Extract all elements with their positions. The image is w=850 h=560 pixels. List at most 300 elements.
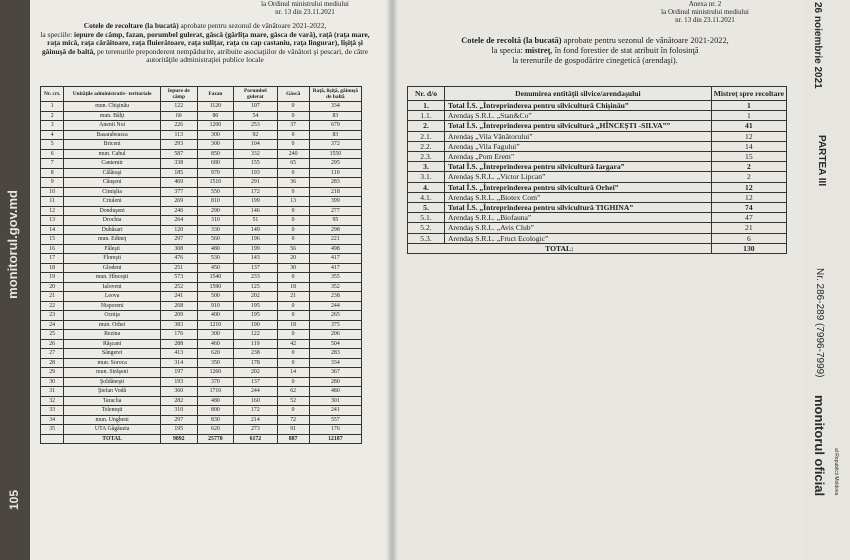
table-cell: 3 (41, 121, 64, 131)
table-cell: 35 (41, 425, 64, 435)
table-cell: 146 (234, 206, 277, 216)
table-cell: 0 (277, 206, 309, 216)
unit-name-cell: Rezina (64, 330, 161, 340)
table-cell: 83 (309, 111, 361, 121)
entity-val-cell: 2 (711, 162, 786, 172)
table-cell: 0 (277, 168, 309, 178)
table-cell: 113 (160, 130, 197, 140)
table-cell: 37 (277, 121, 309, 131)
unit-name-cell: TOTAL (64, 434, 161, 444)
table-cell: 110 (309, 168, 361, 178)
table-cell: 334 (309, 102, 361, 112)
table-cell: 587 (160, 149, 197, 159)
entity-val-cell: 74 (711, 203, 786, 213)
table-cell: 30 (41, 377, 64, 387)
table-cell: 332 (234, 149, 277, 159)
unit-name-cell: Donduşeni (64, 206, 161, 216)
table-cell: 17 (41, 254, 64, 264)
table-cell: 28 (41, 358, 64, 368)
table-cell: 277 (309, 206, 361, 216)
table-cell: 295 (309, 159, 361, 169)
table-row (41, 159, 362, 169)
unit-name-cell: mun. Hînceşti (64, 273, 161, 283)
table-row (41, 178, 362, 188)
table-cell: 233 (234, 273, 277, 283)
brand-name: monitorul oficial (812, 395, 827, 497)
entity-val-cell: 1 (711, 111, 786, 121)
table-cell: 0 (277, 216, 309, 226)
unit-name-cell: Râşcani (64, 339, 161, 349)
entity-no-cell: 5.3. (408, 233, 445, 243)
table-cell: 238 (309, 292, 361, 302)
table-cell: 7 (41, 159, 64, 169)
table-cell: 400 (197, 311, 234, 321)
table-cell: 679 (309, 121, 361, 131)
table-row (408, 213, 787, 223)
unit-name-cell: Sângerei (64, 349, 161, 359)
entity-val-cell: 2 (711, 172, 786, 182)
table-cell: 282 (160, 396, 197, 406)
table-cell: 218 (309, 187, 361, 197)
table-cell: 226 (160, 121, 197, 131)
table-cell: 334 (309, 358, 361, 368)
issue-number: Nr. 286-289 (7996-7999) (814, 268, 825, 378)
table-cell: 195 (234, 311, 277, 321)
entity-no-cell: 5.1. (408, 213, 445, 223)
table-cell: 469 (160, 178, 197, 188)
table-row (41, 197, 362, 207)
table-cell: 172 (234, 406, 277, 416)
table-cell: 350 (197, 358, 234, 368)
table-cell: 196 (234, 235, 277, 245)
table-cell: 5 (41, 140, 64, 150)
table-cell: 14 (277, 368, 309, 378)
entity-name-cell: Arendaş S.R.L. „Avis Club” (445, 223, 712, 233)
table-cell: 383 (160, 320, 197, 330)
table-cell: 800 (197, 406, 234, 416)
right-header-line2: nr. 13 din 23.11.2021 (675, 16, 735, 24)
table-cell: 910 (197, 301, 234, 311)
table-cell: 680 (197, 159, 234, 169)
table-cell: 268 (160, 301, 197, 311)
right-table-body (408, 101, 787, 254)
table-row (408, 121, 787, 131)
table-cell: 367 (309, 368, 361, 378)
table-cell: 1120 (197, 102, 234, 112)
table-cell: 202 (234, 292, 277, 302)
table-cell: 202 (234, 368, 277, 378)
table-cell: 0 (277, 225, 309, 235)
entity-name-cell: Total Î.S. „Întreprinderea pentru silvicultură Iargara” (445, 162, 712, 172)
table-row (41, 254, 362, 264)
entity-val-cell: 14 (711, 141, 786, 151)
table-row (41, 301, 362, 311)
table-cell: 199 (234, 197, 277, 207)
entity-val-cell: 21 (711, 223, 786, 233)
entity-val-cell: 6 (711, 233, 786, 243)
entity-name-cell: Total Î.S. „Întreprinderea pentru silvicultură „HÎNCEŞTI -SILVA”” (445, 121, 712, 131)
entity-name-cell: Arendaş S.R.L. „Victor Lipcan” (445, 172, 712, 182)
entity-name-cell: Arendaş „Pom Erem” (445, 152, 712, 162)
left-col-header-4: Porumbel gulerat (234, 87, 277, 102)
table-cell (41, 434, 64, 444)
table-row (408, 141, 787, 151)
table-row (41, 311, 362, 321)
table-cell: 19 (41, 273, 64, 283)
table-cell: 375 (309, 320, 361, 330)
unit-name-cell: mun. Străşeni (64, 368, 161, 378)
table-row (41, 377, 362, 387)
entity-no-cell: 2.2. (408, 141, 445, 151)
left-col-header-5: Gâscă (277, 87, 309, 102)
table-cell: 13 (277, 197, 309, 207)
table-cell: 1510 (197, 178, 234, 188)
table-cell: 887 (277, 434, 309, 444)
table-cell: 199 (234, 244, 277, 254)
table-cell: 1540 (197, 273, 234, 283)
table-cell: 573 (160, 273, 197, 283)
unit-name-cell: mun. Chişinău (64, 102, 161, 112)
table-cell: 193 (160, 377, 197, 387)
left-title-1: aprobate pentru sezonul de vânătoare 2021-2022, (178, 21, 327, 30)
entity-no-cell: 3. (408, 162, 445, 172)
table-cell: 21 (277, 292, 309, 302)
table-cell: 0 (277, 330, 309, 340)
unit-name-cell: Criuleni (64, 197, 161, 207)
table-cell: 214 (234, 415, 277, 425)
total-label-cell: TOTAL: (408, 243, 712, 253)
table-cell: 143 (234, 254, 277, 264)
table-row (41, 425, 362, 435)
entity-no-cell: 1. (408, 101, 445, 111)
table-cell: 0 (277, 349, 309, 359)
table-cell: 29 (41, 368, 64, 378)
entity-val-cell: 12 (711, 182, 786, 192)
left-title-3: pe terenurile preponderent nempădurite, atribuite asociaţiilor de vânători şi pescari, de către autorităţile administraţiei publice locale (95, 46, 369, 65)
col-header-no: Nr. d/o (408, 87, 445, 101)
table-cell: 0 (277, 358, 309, 368)
table-cell: 33 (41, 406, 64, 416)
table-cell: 1 (41, 102, 64, 112)
table-row (408, 233, 787, 243)
table-row (41, 330, 362, 340)
entity-no-cell: 2.3. (408, 152, 445, 162)
table-cell: 1710 (197, 387, 234, 397)
table-cell: 498 (309, 244, 361, 254)
table-cell: 0 (277, 311, 309, 321)
table-cell: 372 (309, 140, 361, 150)
table-row (41, 111, 362, 121)
entity-val-cell: 15 (711, 152, 786, 162)
total-value-cell: 130 (711, 243, 786, 253)
table-cell: 460 (197, 339, 234, 349)
table-row (41, 320, 362, 330)
table-row (41, 406, 362, 416)
table-cell: 330 (197, 225, 234, 235)
table-row (41, 292, 362, 302)
table-cell: 119 (234, 339, 277, 349)
table-cell: 620 (197, 349, 234, 359)
table-cell: 178 (234, 358, 277, 368)
table-cell: 195 (160, 425, 197, 435)
right-header-line0: Anexa nr. 2 (688, 0, 722, 8)
table-row (408, 131, 787, 141)
table-cell: 20 (277, 254, 309, 264)
table-cell: 12187 (309, 434, 361, 444)
table-row (41, 349, 362, 359)
unit-name-cell: Căuşeni (64, 178, 161, 188)
table-cell: 265 (309, 311, 361, 321)
table-cell: 480 (197, 244, 234, 254)
entity-no-cell: 5. (408, 203, 445, 213)
table-row (41, 415, 362, 425)
table-cell: 12 (41, 206, 64, 216)
table-cell: 80 (197, 111, 234, 121)
left-title-species: iepure de câmp, fazan, porumbel gulerat, gâscă (gârliţa mare, gâsca de vară), raţă (raţa mare, raţa mică, raţa cărâitoare, raţa fluierătoare, raţa suliţar, raţa cu cap castaniu, raţa lingurar), lişiţă şi găinuşă de baltă, (41, 29, 370, 56)
table-row (41, 396, 362, 406)
table-cell: 120 (160, 225, 197, 235)
entity-no-cell: 2.1. (408, 131, 445, 141)
table-cell: 92 (234, 130, 277, 140)
unit-name-cell: mun. Orhei (64, 320, 161, 330)
table-cell: 1210 (197, 320, 234, 330)
table-cell: 91 (277, 425, 309, 435)
issue-date: 26 noiembrie 2021 (812, 2, 823, 89)
unit-name-cell: Ialoveni (64, 282, 161, 292)
entity-no-cell: 4. (408, 182, 445, 192)
table-cell: 273 (234, 425, 277, 435)
table-cell: 36 (277, 178, 309, 188)
table-cell: 206 (309, 330, 361, 340)
table-row (408, 192, 787, 202)
table-cell: 176 (309, 425, 361, 435)
right-table-header-row (408, 87, 787, 101)
table-cell: 185 (160, 168, 197, 178)
table-row (41, 358, 362, 368)
table-cell: 253 (234, 121, 277, 131)
table-cell: 450 (197, 263, 234, 273)
table-cell: 308 (160, 244, 197, 254)
col-header-name: Denumirea entităţii silvice/arendaşului (445, 87, 712, 101)
table-row (41, 140, 362, 150)
table-cell: 293 (160, 140, 197, 150)
right-title-2: la specia: (491, 46, 525, 55)
part-label: PARTEA III (816, 135, 827, 187)
table-cell: 0 (277, 406, 309, 416)
unit-name-cell: mun. Ungheni (64, 415, 161, 425)
right-title-3: , în fond forestier de stat atribuit în folosinţă (550, 46, 699, 55)
table-cell: 377 (160, 187, 197, 197)
table-cell: 4 (41, 130, 64, 140)
col-header-value: Mistreţ spre recoltare (711, 87, 786, 101)
table-cell: 22 (41, 301, 64, 311)
brand-subtitle: al Republicii Moldova (833, 448, 839, 496)
table-cell: 360 (160, 387, 197, 397)
unit-name-cell: mun. Soroca (64, 358, 161, 368)
table-cell: 352 (309, 282, 361, 292)
left-title (40, 22, 370, 65)
table-cell: 56 (277, 244, 309, 254)
table-cell: 14 (41, 225, 64, 235)
table-cell: 10 (41, 187, 64, 197)
unit-name-cell: Floreşti (64, 254, 161, 264)
table-cell: 107 (234, 102, 277, 112)
unit-name-cell: Glodeni (64, 263, 161, 273)
unit-name-cell: Călăraşi (64, 168, 161, 178)
table-cell: 25770 (197, 434, 234, 444)
table-cell: 810 (197, 197, 234, 207)
table-cell: 20 (41, 282, 64, 292)
left-table-total-row (41, 434, 362, 444)
table-row (408, 223, 787, 233)
entity-val-cell: 12 (711, 192, 786, 202)
unit-name-cell: Cimişlia (64, 187, 161, 197)
right-title-species: mistreţ (524, 46, 551, 55)
table-cell: 310 (197, 216, 234, 226)
entity-name-cell: Total Î.S. „Întreprinderea pentru silvicultură Chişinău” (445, 101, 712, 111)
site-url: monitorul.gov.md (5, 190, 20, 299)
table-cell: 557 (309, 415, 361, 425)
entity-name-cell: Arendaş S.R.L. „Stan&Co” (445, 111, 712, 121)
unit-name-cell: Taraclia (64, 396, 161, 406)
unit-name-cell: Drochia (64, 216, 161, 226)
table-cell: 370 (197, 377, 234, 387)
table-cell: 72 (277, 415, 309, 425)
unit-name-cell: Teleneşti (64, 406, 161, 416)
table-cell: 244 (234, 387, 277, 397)
table-cell: 195 (234, 301, 277, 311)
table-cell: 62 (277, 387, 309, 397)
table-cell: 42 (277, 339, 309, 349)
unit-name-cell: Ocniţa (64, 311, 161, 321)
table-cell: 172 (234, 187, 277, 197)
table-cell: 560 (197, 235, 234, 245)
table-row (41, 387, 362, 397)
table-row (41, 339, 362, 349)
entity-no-cell: 1.1. (408, 111, 445, 121)
table-cell: 8 (41, 168, 64, 178)
table-cell: 550 (197, 187, 234, 197)
table-cell: 355 (309, 273, 361, 283)
unit-name-cell: Făleşti (64, 244, 161, 254)
unit-name-cell: Basarabeasca (64, 130, 161, 140)
table-cell: 104 (234, 140, 277, 150)
entity-name-cell: Total Î.S. „Întreprinderea pentru silvicultură Orhei” (445, 182, 712, 192)
unit-name-cell: Leova (64, 292, 161, 302)
table-cell: 241 (160, 292, 197, 302)
table-cell: 850 (197, 149, 234, 159)
table-cell: 300 (197, 330, 234, 340)
table-cell: 0 (277, 235, 309, 245)
table-row (41, 273, 362, 283)
table-cell: 301 (309, 396, 361, 406)
table-row (41, 168, 362, 178)
table-cell: 283 (309, 178, 361, 188)
table-row (408, 162, 787, 172)
table-cell: 54 (234, 111, 277, 121)
left-header (240, 0, 370, 16)
table-cell: 176 (160, 330, 197, 340)
table-cell: 137 (234, 263, 277, 273)
table-cell: 60 (160, 111, 197, 121)
table-cell: 480 (309, 387, 361, 397)
page-number: 105 (7, 490, 21, 511)
table-cell: 197 (160, 368, 197, 378)
table-cell: 0 (277, 273, 309, 283)
table-cell: 413 (160, 349, 197, 359)
table-cell: 417 (309, 263, 361, 273)
table-cell: 0 (277, 301, 309, 311)
unit-name-cell: Anenii Noi (64, 121, 161, 131)
table-cell: 13 (41, 216, 64, 226)
entity-no-cell: 3.1. (408, 172, 445, 182)
table-cell: 246 (160, 206, 197, 216)
table-cell: 300 (197, 130, 234, 140)
table-cell: 1260 (197, 368, 234, 378)
table-cell: 95 (309, 216, 361, 226)
table-cell: 32 (41, 396, 64, 406)
table-cell: 9 (41, 178, 64, 188)
table-row (408, 152, 787, 162)
table-cell: 23 (41, 311, 64, 321)
unit-name-cell: mun. Cahul (64, 149, 161, 159)
table-cell: 1550 (309, 149, 361, 159)
table-cell: 6 (41, 149, 64, 159)
entity-val-cell: 41 (711, 121, 786, 131)
table-cell: 15 (41, 235, 64, 245)
table-cell: 30 (277, 263, 309, 273)
table-cell: 18 (277, 282, 309, 292)
table-row (41, 121, 362, 131)
table-row (41, 187, 362, 197)
table-cell: 290 (197, 206, 234, 216)
entity-name-cell: Arendaş S.R.L. „Biotex Com” (445, 192, 712, 202)
table-cell: 6172 (234, 434, 277, 444)
table-cell: 241 (309, 406, 361, 416)
unit-name-cell: mun. Edineţ (64, 235, 161, 245)
table-cell: 18 (41, 263, 64, 273)
table-cell: 122 (160, 102, 197, 112)
entity-name-cell: Arendaş S.R.L. „Fruct Ecologic” (445, 233, 712, 243)
left-header-line1: la Ordinul ministrului mediului (261, 0, 349, 8)
table-cell: 1200 (197, 121, 234, 131)
table-cell: 31 (41, 387, 64, 397)
table-cell: 0 (277, 111, 309, 121)
table-cell: 2 (41, 111, 64, 121)
table-cell: 155 (234, 159, 277, 169)
table-row (408, 101, 787, 111)
table-cell: 238 (234, 349, 277, 359)
unit-name-cell: Ştefan Vodă (64, 387, 161, 397)
table-cell: 500 (197, 292, 234, 302)
table-row (41, 225, 362, 235)
entity-name-cell: Arendaş S.R.L. „Biofauna” (445, 213, 712, 223)
unit-name-cell: Nisporeni (64, 301, 161, 311)
table-cell: 0 (277, 187, 309, 197)
table-row (41, 244, 362, 254)
entity-val-cell: 1 (711, 101, 786, 111)
table-cell: 24 (41, 320, 64, 330)
table-cell: 830 (197, 415, 234, 425)
table-row (41, 216, 362, 226)
table-row (408, 182, 787, 192)
table-cell: 283 (309, 349, 361, 359)
table-cell: 160 (234, 396, 277, 406)
table-row (41, 282, 362, 292)
table-cell: 476 (160, 254, 197, 264)
table-cell: 269 (160, 197, 197, 207)
table-cell: 0 (277, 377, 309, 387)
